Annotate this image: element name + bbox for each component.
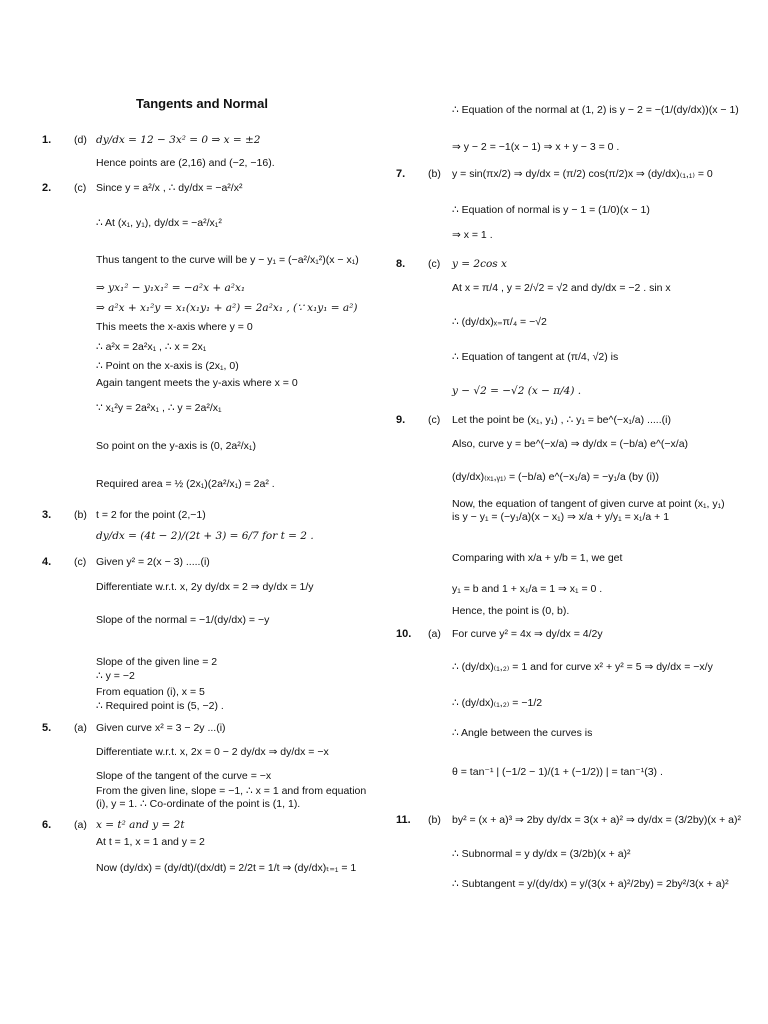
question-number: 11. [396,814,411,826]
solution-line: Differentiate w.r.t. x, 2y dy/dx = 2 ⇒ dy/dx = 1/y [96,581,314,593]
solution-line: ∴ Subnormal = y dy/dx = (3/2b)(x + a)² [452,848,631,860]
question-number: 2. [42,182,52,194]
solution-line: ∵ x₁²y = 2a²x₁ , ∴ y = 2a²/x₁ [96,402,222,414]
solution-line: Now (dy/dx) = (dy/dt)/(dx/dt) = 2/2t = 1/t ⇒ (dy/dx)ₜ₌₁ = 1 [96,862,357,874]
solution-line: dy/dx = 12 − 3x² = 0 ⇒ x = ±2 [96,134,261,146]
solution-line: ∴ (dy/dx)₍₁,₂₎ = 1 and for curve x² + y² = 5 ⇒ dy/dx = −x/y [452,661,713,673]
solution-line: ⇒ x = 1 . [452,229,493,241]
solution-line: ∴ Subtangent = y/(dy/dx) = y/(3(x + a)²/2by) = 2by²/3(x + a)² [452,878,729,890]
answer-option: (b) [74,509,87,521]
solution-line: θ = tan⁻¹ | (−1/2 − 1)/(1 + (−1/2)) | = tan⁻¹(3) . [452,766,663,778]
answer-option: (a) [428,628,441,640]
question-number: 5. [42,722,52,734]
solution-line: At t = 1, x = 1 and y = 2 [96,836,205,848]
answer-option: (d) [74,134,87,146]
answer-option: (c) [428,414,441,426]
answer-option: (c) [428,258,441,270]
solution-line: This meets the x-axis where y = 0 [96,321,253,333]
solution-line: Slope of the tangent of the curve = −x [96,770,272,782]
solution-line: For curve y² = 4x ⇒ dy/dx = 4/2y [452,628,603,640]
solution-line: x = t² and y = 2t [96,819,185,831]
solution-line: ∴ Equation of tangent at (π/4, √2) is [452,351,619,363]
question-number: 4. [42,556,52,568]
solution-line: Since y = a²/x , ∴ dy/dx = −a²/x² [96,182,243,194]
solution-line: Given y² = 2(x − 3) .....(i) [96,556,210,568]
solution-line: Differentiate w.r.t. x, 2x = 0 − 2 dy/dx ⇒ dy/dx = −x [96,746,329,758]
solution-line: Required area = ½ (2x₁)(2a²/x₁) = 2a² . [96,478,275,490]
solution-line: y = 2cos x [452,258,507,270]
solution-line: Also, curve y = be^(−x/a) ⇒ dy/dx = (−b/a) e^(−x/a) [452,438,689,450]
solution-line: Now, the equation of tangent of given curve at point (x₁, y₁) is y − y₁ = (−y₁/a)(x − x₁) ⇒ x/a + y/y₁ = x₁/a + 1 [452,498,725,523]
answer-option: (a) [74,819,87,831]
solution-line: From the given line, slope = −1, ∴ x = 1 and from equation (i), y = 1. ∴ Co-ordinate of the point is (1, 1). [96,785,367,810]
solution-line: ∴ Equation of normal is y − 1 = (1/0)(x − 1) [452,204,650,216]
question-number: 6. [42,819,52,831]
solution-line: (dy/dx)₍ₓ₁,ᵧ₁₎ = (−b/a) e^(−x₁/a) = −y₁/a (by (i)) [452,471,660,483]
answer-option: (a) [74,722,87,734]
solution-line: ∴ Angle between the curves is [452,727,593,739]
answer-option: (c) [74,182,87,194]
solution-line: Slope of the given line = 2 [96,656,218,668]
solution-line: ∴ (dy/dx)₍₁,₂₎ = −1/2 [452,697,543,709]
question-number: 10. [396,628,412,640]
answer-option: (b) [428,168,441,180]
solution-line: Slope of the normal = −1/(dy/dx) = −y [96,614,270,626]
page-title: Tangents and Normal [136,96,268,111]
solution-line: Hence points are (2,16) and (−2, −16). [96,157,275,169]
solution-line: t = 2 for the point (2,−1) [96,509,206,521]
solution-line: ⇒ a²x + x₁²y = x₁(x₁y₁ + a²) = 2a²x₁ , (∵ x₁y₁ = a²) [96,302,358,314]
solution-line: ∴ y = −2 [96,670,135,682]
answer-option: (c) [74,556,87,568]
solution-line: y₁ = b and 1 + x₁/a = 1 ⇒ x₁ = 0 . [452,583,603,595]
solution-line: ∴ (dy/dx)ₓ₌π/₄ = −√2 [452,316,547,328]
question-number: 3. [42,509,52,521]
solution-line: Comparing with x/a + y/b = 1, we get [452,552,623,564]
question-number: 7. [396,168,406,180]
solution-line: ∴ Equation of the normal at (1, 2) is y − 2 = −(1/(dy/dx))(x − 1) [452,104,739,116]
solution-line: ∴ Required point is (5, −2) . [96,700,224,712]
solution-line: y − √2 = −√2 (x − π/4) . [452,385,582,397]
solution-line: by² = (x + a)³ ⇒ 2by dy/dx = 3(x + a)² ⇒ dy/dx = (3/2by)(x + a)² [452,814,741,826]
solution-line: ⇒ y − 2 = −1(x − 1) ⇒ x + y − 3 = 0 . [452,141,620,153]
solution-line: ∴ a²x = 2a²x₁ , ∴ x = 2x₁ [96,341,207,353]
solution-line: ∴ At (x₁, y₁), dy/dx = −a²/x₁² [96,217,222,229]
solution-line: From equation (i), x = 5 [96,686,205,698]
solution-line: So point on the y-axis is (0, 2a²/x₁) [96,440,256,452]
question-number: 8. [396,258,406,270]
solution-line: ∴ Point on the x-axis is (2x₁, 0) [96,360,239,372]
solution-line: Let the point be (x₁, y₁) , ∴ y₁ = be^(−x₁/a) .....(i) [452,414,671,426]
solution-line: ⇒ yx₁² − y₁x₁² = −a²x + a²x₁ [96,282,246,294]
solution-line: Given curve x² = 3 − 2y ...(i) [96,722,226,734]
question-number: 9. [396,414,406,426]
solution-line: At x = π/4 , y = 2/√2 = √2 and dy/dx = −2 . sin x [452,282,671,294]
solution-line: dy/dx = (4t − 2)/(2t + 3) = 6/7 for t = 2 . [96,530,314,542]
solution-line: Again tangent meets the y-axis where x = 0 [96,377,298,389]
answer-option: (b) [428,814,441,826]
solution-line: Thus tangent to the curve will be y − y₁ = (−a²/x₁²)(x − x₁) [96,254,359,266]
question-number: 1. [42,134,52,146]
solution-line: Hence, the point is (0, b). [452,605,570,617]
solution-line: y = sin(πx/2) ⇒ dy/dx = (π/2) cos(π/2)x ⇒ (dy/dx)₍₁,₁₎ = 0 [452,168,713,180]
